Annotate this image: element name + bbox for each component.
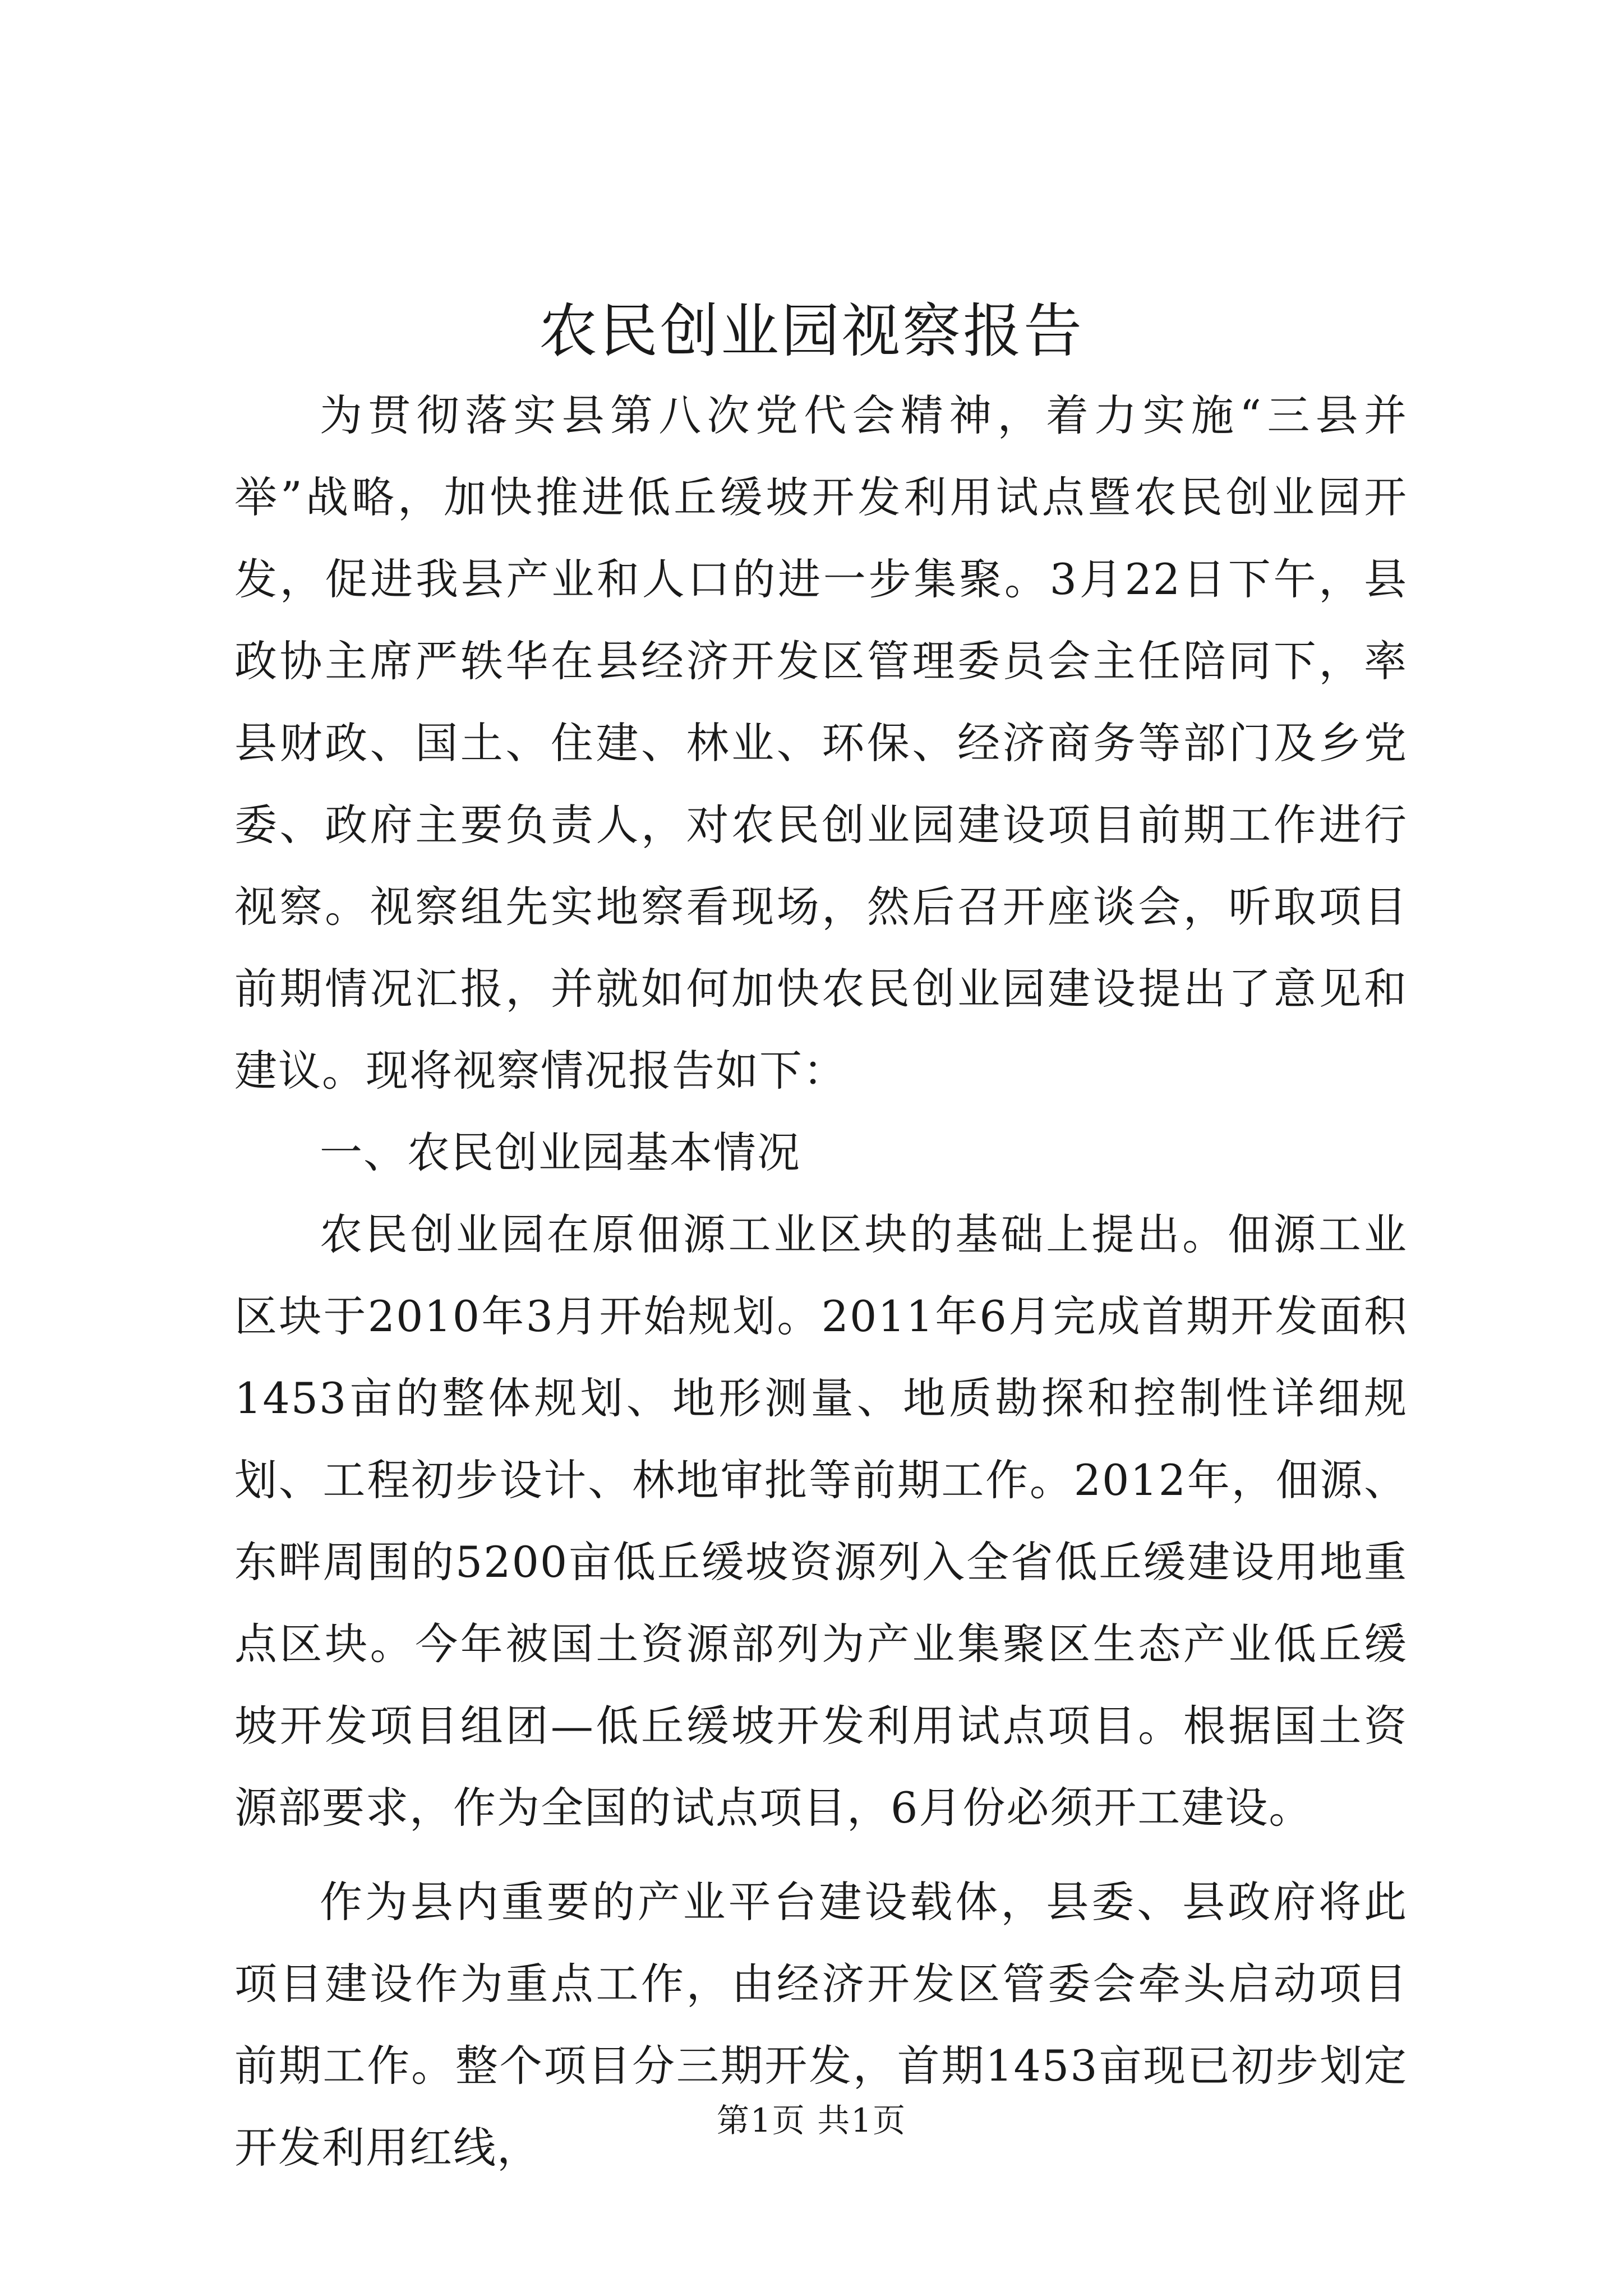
paragraph-basic-info: 农民创业园在原佃源工业区块的基础上提出。佃源工业区块于2010年3月开始规划。2011年6月完成首期开发面积1453亩的整体规划、地形测量、地质勘探和控制性详细规划、工程初步设计、林地审批等前期工作。2012年，佃源、东畔周围的5200亩低丘缓坡资源列入全省低丘缓建设用地重点区块。今年被国土资源部列为产业集聚区生态产业低丘缓坡开发项目组团—低丘缓坡开发利用试点项目。根据国土资源部要求，作为全国的试点项目，6月份必须开工建设。	[234, 1209, 1408, 1833]
page-footer: 第1页 共1页	[716, 2101, 907, 2139]
document-body	[234, 375, 1408, 2189]
document-title: 农民创业园视察报告	[538, 297, 1084, 365]
section-heading-1: 一、农民创业园基本情况	[320, 1128, 801, 1177]
paragraph-intro: 为贯彻落实县第八次党代会精神，着力实施“三县并举”战略，加快推进低丘缓坡开发利用试点暨农民创业园开发，促进我县产业和人口的进一步集聚。3月22日下午，县政协主席严轶华在县经济开发区管理委员会主任陪同下，率县财政、国土、住建、林业、环保、经济商务等部门及乡党委、政府主要负责人，对农民创业园建设项目前期工作进行视察。视察组先实地察看现场，然后召开座谈会，听取项目前期情况汇报，并就如何加快农民创业园建设提出了意见和建议。现将视察情况报告如下：	[234, 390, 1408, 1096]
paragraph-project-platform: 作为县内重要的产业平台建设载体，县委、县政府将此项目建设作为重点工作，由经济开发区管委会牵头启动项目前期工作。整个项目分三期开发，首期1453亩现已初步划定开发利用红线，	[234, 1877, 1408, 2173]
